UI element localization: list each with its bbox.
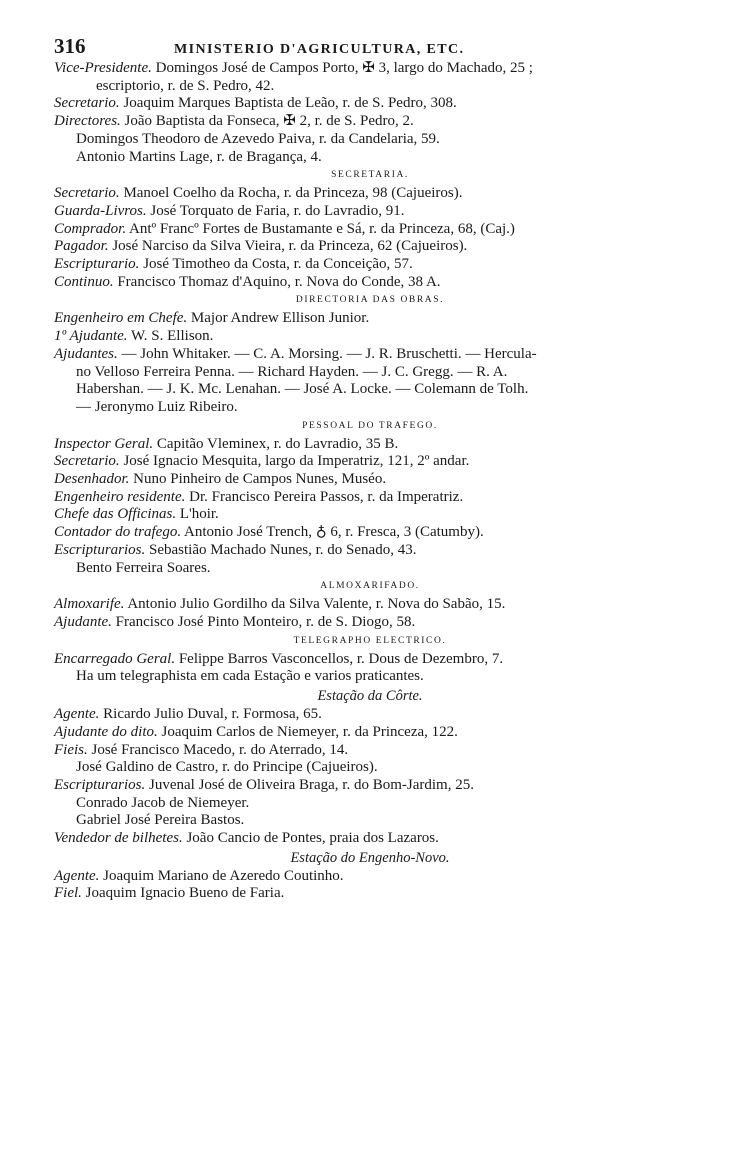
running-head: MINISTERIO D'AGRICULTURA, ETC. [174, 42, 465, 57]
entry-text: José Galdino de Castro, r. do Principe (Cajueiros). [76, 759, 378, 776]
entry-text: Manoel Coelho da Rocha, r. da Princeza, 98 (Cajueiros). [119, 185, 463, 202]
entry-text: Ricardo Julio Duval, r. Formosa, 65. [99, 706, 322, 723]
section-heading: ALMOXARIFADO. [320, 581, 420, 592]
entry-line [54, 742, 686, 760]
entry-text: Bento Ferreira Soares. [76, 559, 211, 576]
entry-text: Antonio Julio Gordilho da Silva Valente, r. Nova do Sabão, 15. [124, 596, 506, 613]
entry-line [54, 471, 686, 489]
document-page [54, 34, 686, 903]
entry-line [54, 868, 686, 886]
entry-role: Pagador. [54, 238, 109, 255]
section-heading: TELEGRAPHO ELECTRICO. [293, 635, 447, 646]
entry-role: Agente. [54, 706, 100, 723]
entry-line [54, 221, 686, 239]
entry-role: Contador do trafego. [54, 524, 182, 541]
entry-line [54, 524, 686, 542]
entry-text: José Ignacio Mesquita, largo da Imperatriz, 121, 2º andar. [119, 453, 470, 470]
entry-text: Dr. Francisco Pereira Passos, r. da Imperatriz. [185, 488, 464, 505]
document-body [54, 60, 686, 903]
entry-role: Escripturarios. [54, 541, 146, 558]
entry-role: Engenheiro residente. [54, 488, 186, 505]
entry-line [54, 256, 686, 274]
entry-line [54, 453, 686, 471]
subsection-heading: Estação do Engenho-Novo. [290, 849, 450, 866]
entry-role: Secretario. [54, 453, 120, 470]
entry-text: José Narciso da Silva Vieira, r. da Princeza, 62 (Cajueiros). [108, 238, 468, 255]
entry-text: José Torquato de Faria, r. do Lavradio, 91. [146, 202, 405, 219]
entry-role: Ajudantes. [54, 345, 118, 362]
entry-line [54, 436, 686, 454]
entry-text: Juvenal José de Oliveira Braga, r. do Bom-Jardim, 25. [145, 776, 474, 793]
entry-role: Comprador. [54, 220, 127, 237]
entry-text: Capitão Vleminex, r. do Lavradio, 35 B. [153, 435, 399, 452]
entry-line [54, 131, 686, 149]
entry-text: Joaquim Marques Baptista de Leão, r. de S. Pedro, 308. [119, 95, 457, 112]
entry-text: Antº Francº Fortes de Bustamante e Sá, r. da Princeza, 68, (Caj.) [126, 220, 515, 237]
entry-role: Directores. [54, 113, 121, 130]
entry-role: Fiel. [54, 885, 82, 902]
entry-text: Gabriel José Pereira Bastos. [76, 812, 245, 829]
entry-text: Major Andrew Ellison Junior. [187, 310, 370, 327]
entry-text: José Francisco Macedo, r. do Aterrado, 14. [87, 741, 349, 758]
entry-role: Escripturarios. [54, 776, 146, 793]
entry-text: João Cancio de Pontes, praia dos Lazaros. [182, 830, 439, 847]
entry-role: 1º Ajudante. [54, 328, 128, 345]
entry-line [54, 95, 686, 113]
page-number: 316 [54, 34, 86, 58]
entry-line [54, 364, 686, 382]
entry-line [54, 668, 686, 686]
entry-role: Inspector Geral. [54, 435, 154, 452]
entry-line [54, 346, 686, 364]
entry-line [54, 506, 686, 524]
entry-role: Secretario. [54, 95, 120, 112]
entry-role: Chefe das Officinas. [54, 506, 177, 523]
entry-line [54, 614, 686, 632]
entry-line [54, 149, 686, 167]
entry-role: Vice-Presidente. [54, 60, 152, 76]
entry-role: Desenhador. [54, 471, 130, 488]
entry-role: Fieis. [54, 741, 88, 758]
section-heading: PESSOAL DO TRAFEGO. [302, 420, 438, 431]
entry-line [54, 795, 686, 813]
entry-role: Encarregado Geral. [54, 650, 176, 667]
entry-line [54, 328, 686, 346]
entry-text: Sebastião Machado Nunes, r. do Senado, 43. [145, 541, 417, 558]
entry-text: Conrado Jacob de Niemeyer. [76, 794, 250, 811]
entry-text: Joaquim Ignacio Bueno de Faria. [81, 885, 285, 902]
entry-line [54, 238, 686, 256]
entry-text: — John Whitaker. — C. A. Morsing. — J. R. Bruschetti. — Hercula- [117, 345, 537, 362]
entry-role: Guarda-Livros. [54, 202, 147, 219]
entry-text: no Velloso Ferreira Penna. — Richard Hayden. — J. C. Gregg. — R. A. [76, 363, 508, 380]
entry-line [54, 777, 686, 795]
entry-role: Ajudante. [54, 613, 112, 630]
entry-text: Felippe Barros Vasconcellos, r. Dous de Dezembro, 7. [175, 650, 504, 667]
entry-line [54, 381, 686, 399]
entry-text: Domingos Theodoro de Azevedo Paiva, r. da Candelaria, 59. [76, 130, 440, 147]
entry-line [54, 78, 686, 96]
entry-text: Nuno Pinheiro de Campos Nunes, Muséo. [129, 471, 387, 488]
page-header [54, 34, 686, 60]
entry-role: Ajudante do dito. [54, 723, 158, 740]
entry-text: Joaquim Carlos de Niemeyer, r. da Princeza, 122. [157, 723, 458, 740]
entry-text: João Baptista da Fonseca, ✠ 2, r. de S. Pedro, 2. [120, 113, 414, 130]
entry-line [54, 542, 686, 560]
entry-text: Domingos José de Campos Porto, ✠ 3, largo do Machado, 25 ; [151, 60, 533, 76]
entry-text: Antonio Martins Lage, r. de Bragança, 4. [76, 148, 322, 165]
entry-text: — Jeronymo Luiz Ribeiro. [76, 398, 238, 415]
entry-line [54, 812, 686, 830]
section-heading: SECRETARIA. [331, 170, 409, 181]
entry-line [54, 560, 686, 578]
entry-line [54, 651, 686, 669]
entry-text: Ha um telegraphista em cada Estação e varios praticantes. [76, 668, 424, 685]
section-heading: DIRECTORIA DAS OBRAS. [295, 295, 445, 306]
entry-text: W. S. Ellison. [127, 328, 214, 345]
entry-role: Continuo. [54, 273, 114, 290]
entry-line [54, 596, 686, 614]
subsection-heading: Estação da Côrte. [317, 688, 423, 705]
entry-line [54, 724, 686, 742]
entry-line [54, 185, 686, 203]
entry-role: Escripturario. [54, 256, 140, 273]
entry-line [54, 310, 686, 328]
entry-text: escriptorio, r. de S. Pedro, 42. [96, 77, 275, 94]
entry-line [54, 399, 686, 417]
entry-line [54, 885, 686, 903]
entry-line [54, 489, 686, 507]
entry-text: Habershan. — J. K. Mc. Lenahan. — José A. Locke. — Colemann de Tolh. [76, 381, 529, 398]
entry-text: L'hoir. [176, 506, 219, 523]
entry-line [54, 203, 686, 221]
entry-role: Agente. [54, 867, 100, 884]
entry-role: Almoxarife. [54, 596, 125, 613]
entry-text: Francisco Thomaz d'Aquino, r. Nova do Conde, 38 A. [113, 273, 441, 290]
entry-text: Antonio José Trench, ♁ 6, r. Fresca, 3 (Catumby). [181, 524, 484, 541]
entry-line [54, 759, 686, 777]
entry-line [54, 274, 686, 292]
entry-line [54, 60, 686, 78]
entry-role: Secretario. [54, 185, 120, 202]
entry-line [54, 113, 686, 131]
entry-text: José Timotheo da Costa, r. da Conceição, 57. [139, 256, 413, 273]
entry-line [54, 706, 686, 724]
entry-text: Francisco José Pinto Monteiro, r. de S. Diogo, 58. [111, 613, 416, 630]
entry-role: Engenheiro em Chefe. [54, 310, 188, 327]
entry-line [54, 830, 686, 848]
entry-text: Joaquim Mariano de Azeredo Coutinho. [99, 867, 344, 884]
entry-role: Vendedor de bilhetes. [54, 830, 183, 847]
